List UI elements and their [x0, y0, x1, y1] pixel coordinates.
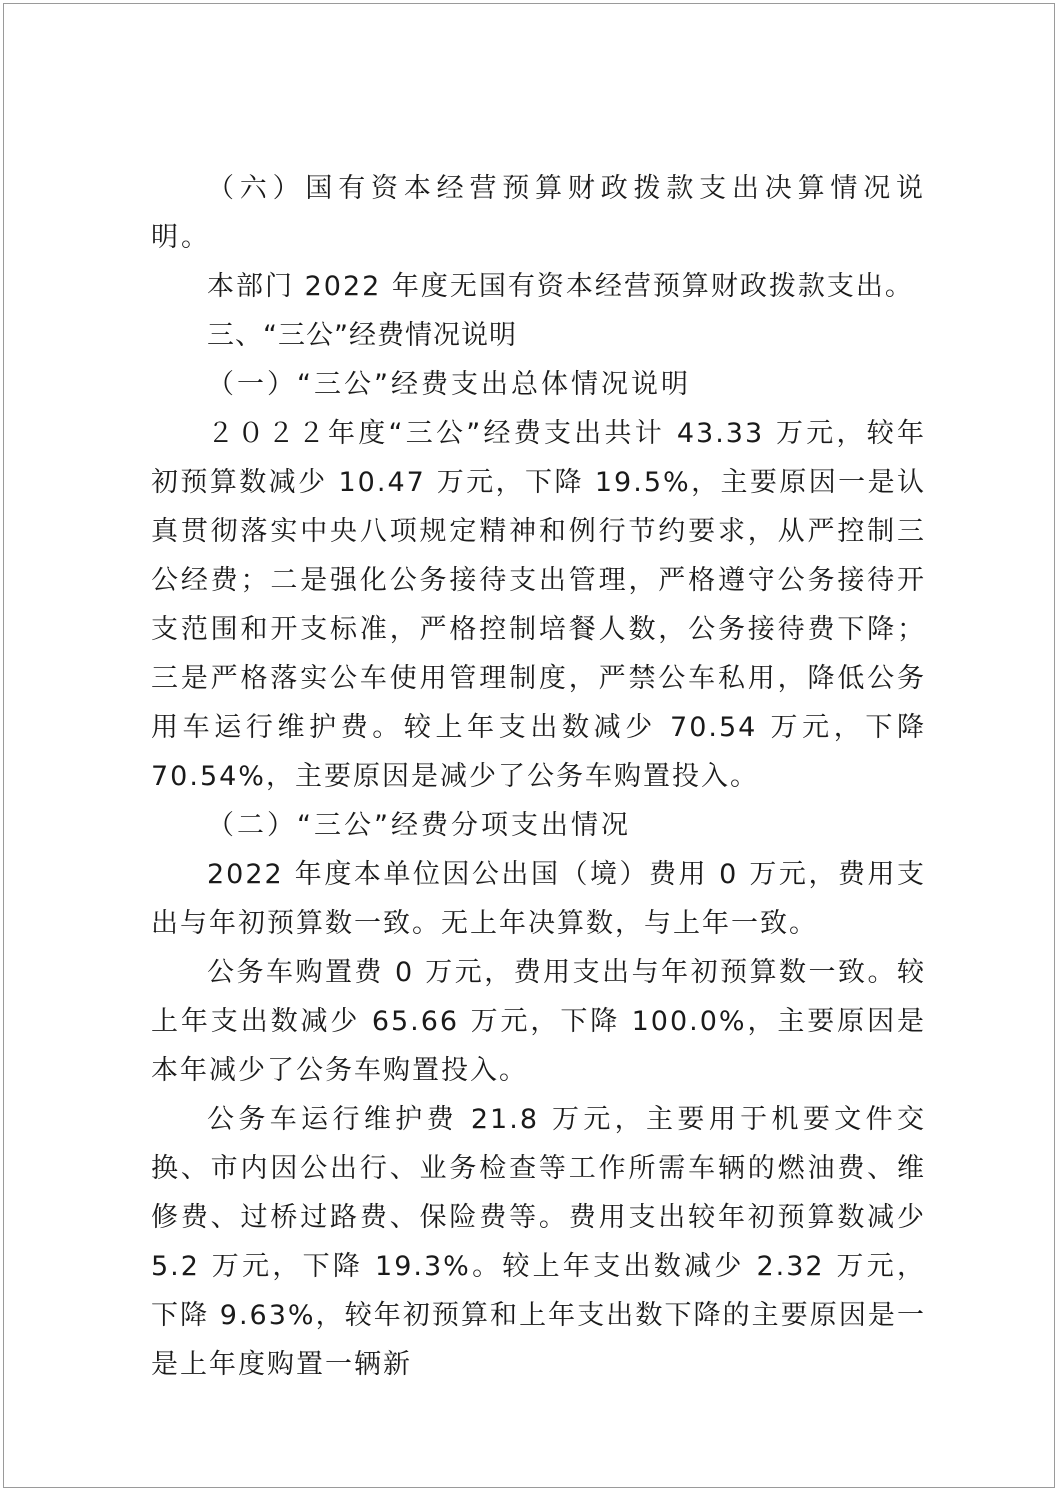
paragraph: 本部门 2022 年度无国有资本经营预算财政拨款支出。 [207, 271, 914, 302]
subsection-heading-2: （二）“三公”经费分项支出情况 [207, 810, 631, 841]
paragraph: 2022 年度本单位因公出国（境）费用 0 万元，费用支出与年初预算数一致。无上年决算数，与上年一致。 [151, 859, 926, 939]
section-heading-6: （六）国有资本经营预算财政拨款支出决算情况说明。 [151, 173, 926, 253]
paragraph: 公务车购置费 0 万元，费用支出与年初预算数一致。较上年支出数减少 65.66 万元，下降 100.0%，主要原因是本年减少了公务车购置投入。 [151, 957, 926, 1086]
paragraph: 公务车运行维护费 21.8 万元，主要用于机要文件交换、市内因公出行、业务检查等工作所需车辆的燃油费、维修费、过桥过路费、保险费等。费用支出较年初预算数减少 5.2 万元，下降 19.3%。较上年支出数减少 2.32 万元，下降 9.63%，较年初预算和上年支出数下降的主要原因是一是上年度购置一辆新 [151, 1104, 926, 1380]
document-page [3, 3, 1055, 1488]
paragraph: ２０２２年度“三公”经费支出共计 43.33 万元，较年初预算数减少 10.47 万元，下降 19.5%，主要原因一是认真贯彻落实中央八项规定精神和例行节约要求，从严控制三公经费；二是强化公务接待支出管理，严格遵守公务接待开支范围和开支标准，严格控制培餐人数，公务接待费下降；三是严格落实公车使用管理制度，严禁公车私用，降低公务用车运行维护费。较上年支出数减少 70.54 万元，下降 70.54%，主要原因是减少了公务车购置投入。 [151, 418, 926, 792]
document-body [151, 164, 926, 1389]
section-heading-3: 三、“三公”经费情况说明 [207, 320, 517, 351]
subsection-heading-1: （一）“三公”经费支出总体情况说明 [207, 369, 691, 400]
